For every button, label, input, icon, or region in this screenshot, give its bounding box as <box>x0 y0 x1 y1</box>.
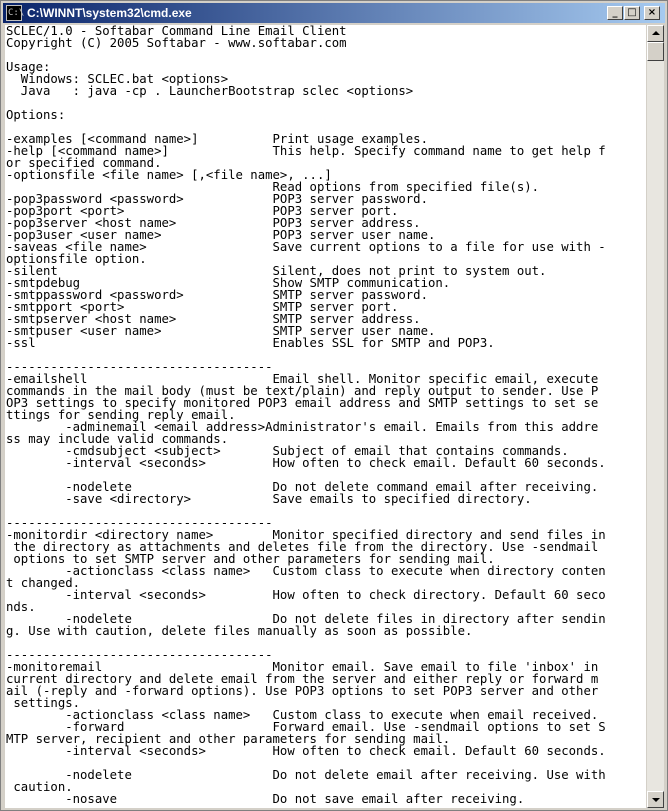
maximize-button[interactable]: □ <box>624 6 640 20</box>
console-line: -monitordir <directory name> Monitor specified directory and send files in <box>6 528 606 542</box>
console-line: -smtpdebug Show SMTP communication. <box>6 276 451 290</box>
minimize-button[interactable]: _ <box>607 6 623 20</box>
console-line: -adminemail <email address>Administrator's email. Emails from this addre <box>6 420 599 434</box>
console-line: settings. <box>6 696 81 710</box>
console-line: -smtpport <port> SMTP server port. <box>6 300 399 314</box>
console-line: -saveas <file name> Save current options to a file for use with - <box>6 240 606 254</box>
console-line: options to set SMTP server and other parameters for sending mail. <box>6 552 495 566</box>
console-line: -actionclass <class name> Custom class to execute when email received. <box>6 708 599 722</box>
console-line: -silent Silent, does not print to system out. <box>6 264 547 278</box>
console-line: -smtpserver <host name> SMTP server address. <box>6 312 421 326</box>
console-line: -pop3user <user name> POP3 server user name. <box>6 228 436 242</box>
console-line: -actionclass <class name> Custom class to execute when directory conten <box>6 564 606 578</box>
console-line: -interval <seconds> How often to check email. Default 60 seconds. <box>6 744 606 758</box>
console-line: OP3 settings to specify monitored POP3 email address and SMTP settings to set se <box>6 396 599 410</box>
console-line: -interval <seconds> How often to check directory. Default 60 seco <box>6 588 606 602</box>
console-line: current directory and delete email from the server and either reply or forward m <box>6 672 599 686</box>
console-line: -pop3server <host name> POP3 server address. <box>6 216 421 230</box>
console-line: optionsfile option. <box>6 252 147 266</box>
console-line: Options: <box>6 108 66 122</box>
console-line: commands in the mail body (must be text/plain) and reply output to sender. Use P <box>6 384 599 398</box>
console-line: nds. <box>6 600 36 614</box>
console-line: -help [<command name>] This help. Specify command name to get help f <box>6 144 606 158</box>
cmd-window-icon[interactable] <box>6 5 25 21</box>
console-line: the directory as attachments and deletes file from the directory. Use -sendmail <box>6 540 599 554</box>
cmd-icon-label: C:\ <box>8 8 25 18</box>
console-line: -nodelete Do not delete command email after receiving. <box>6 480 599 494</box>
console-line: -pop3port <port> POP3 server port. <box>6 204 399 218</box>
console-line: -optionsfile <file name> [,<file name>, ...] <box>6 168 332 182</box>
console-line: SCLEC/1.0 - Softabar Command Line Email Client <box>6 25 347 38</box>
console-line: -save <directory> Save emails to specified directory. <box>6 492 532 506</box>
console-line: -smtpuser <user name> SMTP server user name. <box>6 324 436 338</box>
console-line: Read options from specified file(s). <box>6 180 540 194</box>
close-button[interactable]: × <box>644 6 660 20</box>
console-line: -emailshell Email shell. Monitor specific email, execute <box>6 372 599 386</box>
console-line: ------------------------------------ <box>6 648 273 662</box>
console-line: -nosave Do not save email after receiving. <box>6 792 525 806</box>
console-line: -monitoremail Monitor email. Save email to file 'inbox' in <box>6 660 599 674</box>
console-line: ttings for sending reply email. <box>6 408 236 422</box>
arrow-down-icon <box>652 798 660 802</box>
console-line: -cmdsubject <subject> Subject of email that contains commands. <box>6 444 569 458</box>
console-line: -forward Forward email. Use -sendmail options to set S <box>6 720 606 734</box>
title-bar[interactable] <box>3 3 665 23</box>
console-line: -smtppassword <password> SMTP server password. <box>6 288 428 302</box>
console-line: or specified command. <box>6 156 162 170</box>
console-line: -pop3password <password> POP3 server password. <box>6 192 428 206</box>
console-line: g. Use with caution, delete files manually as soon as possible. <box>6 624 473 638</box>
console-line: caution. <box>6 780 73 794</box>
console-line: Usage: <box>6 60 51 74</box>
console-line: t changed. <box>6 576 81 590</box>
console-line: ail (-reply and -forward options). Use POP3 options to set POP3 server and other <box>6 684 599 698</box>
console-line: -examples [<command name>] Print usage examples. <box>6 132 428 146</box>
console-line: Java : java -cp . LauncherBootstrap sclec <options> <box>6 84 414 98</box>
console-line: -nodelete Do not delete email after receiving. Use with <box>6 768 606 782</box>
console-line: ss may include valid commands. <box>6 432 229 446</box>
scroll-down-button[interactable] <box>647 791 664 808</box>
console-line: ------------------------------------ <box>6 516 273 530</box>
console-line: Windows: SCLEC.bat <options> <box>6 72 229 86</box>
console-output[interactable] <box>5 25 646 808</box>
vertical-scrollbar[interactable] <box>647 25 664 808</box>
console-line: -nodelete Do not delete files in directory after sendin <box>6 612 606 626</box>
console-line: Copyright (C) 2005 Softabar - www.softabar.com <box>6 36 347 50</box>
console-line: -ssl Enables SSL for SMTP and POP3. <box>6 336 495 350</box>
scroll-thumb[interactable] <box>647 42 664 61</box>
arrow-up-icon <box>652 31 660 35</box>
console-line: MTP server, recipient and other parameters for sending mail. <box>6 732 451 746</box>
window-title: C:\WINNT\system32\cmd.exe <box>27 6 192 20</box>
console-text <box>5 25 646 805</box>
scroll-up-button[interactable] <box>647 25 664 42</box>
console-line: ------------------------------------ <box>6 360 273 374</box>
console-line: -interval <seconds> How often to check email. Default 60 seconds. <box>6 456 606 470</box>
